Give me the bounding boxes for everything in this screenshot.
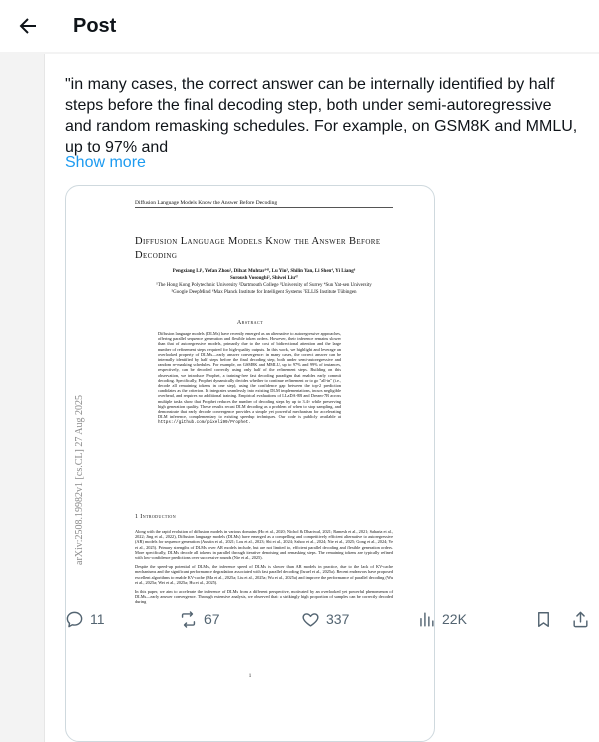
- abstract-body: Diffusion language models (DLMs) have recently emerged as an alternative to autoregressive approaches, offering parallel sequence generation and flexible token orders. However, their inference remains slower than that of autoregressive models, primarily due to the cost of bidirectional attention and the large number of refinement steps required for high-quality outputs. In this work, we highlight and leverage an overlooked property of DLMs—early answer convergence: in many cases, the correct answer can be internally identified by half steps before the final decoding step, both under semi-autoregressive and random re-masking schedules. For example, on GSM8K and MMLU, up to 97% and 99% of instances, respectively, can be decoded correctly using only half of the refinement steps. Building on this observation, we introduce Prophet, a training-free fast decoding paradigm that enables early commit decoding. Specifically, Prophet dynamically decides whether to continue refinement or to go "all-in" (i.e., decode all remaining tokens in one step), using the confidence gap between the top-2 prediction candidates as the criterion. It integrates seamlessly into existing DLM implementations, incurs negligible overhead, and requires no additional training. Empirical evaluations of LLaDA-8B and Dream-7B across multiple tasks show that Prophet reduces the number of decoding steps by up to 3.4× while preserving high generation quality. These results recast DLM decoding as a problem of when to stop sampling, and demonstrate that early decode convergence provides a simple yet powerful mechanism for accelerating DLM inference, complementary to existing speedup techniques. Our code is publicly available at: [158, 331, 341, 420]
- bookmark-button[interactable]: [534, 607, 553, 631]
- post-text: "in many cases, the correct answer can be internally identified by half steps before the final decoding step, both under semi-autoregressive and random remasking schedules. For example, on GSM8K and MMLU, up to 97% and: [65, 76, 578, 156]
- paper-page: [66, 186, 434, 741]
- repost-button[interactable]: [179, 607, 220, 631]
- show-more-link[interactable]: Show more: [65, 154, 146, 171]
- intro-paragraph-3: In this paper, we aim to accelerate the inference of DLMs from a different perspective, motivated by an overlooked yet powerful phenomenon of DLMs—early answer convergence. Through extensive analysis, we observed that: a strikingly high proportion of samples can be correctly decoded during: [135, 589, 393, 605]
- page-number: 1: [248, 674, 252, 679]
- code-url: https://github.com/pixeli99/Prophet.: [158, 420, 251, 426]
- affiliations-line-1: ¹The Hong Kong Polytechnic University ²Dartmouth College ³University of Surrey ⁴Sun Yat-sen University: [156, 283, 372, 288]
- like-count: 337: [326, 611, 350, 627]
- views-button[interactable]: [417, 607, 467, 631]
- page-title: Post: [73, 15, 117, 37]
- intro-paragraph-1: Along with the rapid evolution of diffusion models in various domains (Ho et al., 2020; Nichol & Dhariwal, 2021; Ramesh et al., 2021; Saharia et al., 2022; Jing et al., 2022), Diffusion language models (DLMs) have emerged as a compelling and competitively efficient alternative to autoregressive (AR) models for sequence generation (Austin et al., 2021; Lou et al., 2023; Shi et al., 2024; Sahoo et al., 2024; Nie et al., 2025; Gong et al., 2024; Ye et al., 2025). Primary strengths of DLMs over AR models include, but are not limited to, efficient parallel decoding and flexible generation orders. More specifically, DLMs decode all tokens in parallel through iterative denoising and remasking steps. The remaining tokens are typically refined with low-confidence predictions over successive rounds (Nie et al., 2025).: [135, 529, 393, 561]
- top-bar: [0, 0, 599, 52]
- intro-body: [135, 529, 393, 609]
- view-count: 22K: [442, 611, 467, 627]
- abstract-text: [158, 331, 341, 426]
- paper-running-header: Diffusion Language Models Know the Answer Before Decoding: [135, 200, 278, 206]
- share-button[interactable]: [571, 607, 590, 631]
- authors-line-2: Soroush Vosoughi², Shiwei Liu⁴⁷: [229, 276, 299, 281]
- like-button[interactable]: [301, 607, 349, 631]
- repost-icon: [179, 610, 198, 629]
- intro-paragraph-2: Despite the speed-up potential of DLMs, the inference speed of DLMs is slower than AR models in practice, due to the lack of KV-cache mechanisms and the significant performance degradation associated with fast parallel decoding (Israel et al., 2025a). Recent endeavors have proposed excellent algorithms to enable KV-cache (Ma et al., 2025a; Liu et al., 2025a; Wu et al., 2025a) and improve the performance of parallel decoding (Wu et al., 2025a; Wei et al., 2025a; Hu et al., 2025).: [135, 564, 393, 585]
- paper-authors: [118, 268, 410, 296]
- back-arrow-icon[interactable]: [16, 14, 40, 38]
- arxiv-stamp: arXiv:2508.19982v1 [cs.CL] 27 Aug 2025: [74, 395, 85, 565]
- abstract-heading: Abstract: [236, 320, 264, 326]
- reply-count: 11: [90, 611, 105, 627]
- post-media-image[interactable]: [65, 185, 435, 742]
- authors-line-1: Pengxiang Li¹, Yefan Zhou², Dilxat Muhtar³⁴⁵, Lu Yin³, Shilin Yan, Li Shen⁴, Yi Liang⁶: [172, 269, 356, 274]
- heart-icon: [301, 610, 320, 629]
- paper-title: Diffusion Language Models Know the Answer Before Decoding: [135, 236, 381, 261]
- share-icon: [571, 610, 590, 629]
- reply-icon: [65, 610, 84, 629]
- reply-button[interactable]: [65, 607, 105, 631]
- views-bar-chart-icon: [417, 610, 436, 629]
- header-rule: [135, 207, 393, 208]
- action-bar: [65, 607, 599, 631]
- bookmark-icon: [534, 610, 553, 629]
- repost-count: 67: [204, 611, 220, 627]
- section-heading: 1 Introduction: [135, 514, 176, 520]
- post-card: [44, 54, 599, 742]
- affiliations-line-2: ⁵Google DeepMind ⁶Max Planck Institute for Intelligent Systems ⁷ELLIS Institute Tübingen: [171, 290, 357, 295]
